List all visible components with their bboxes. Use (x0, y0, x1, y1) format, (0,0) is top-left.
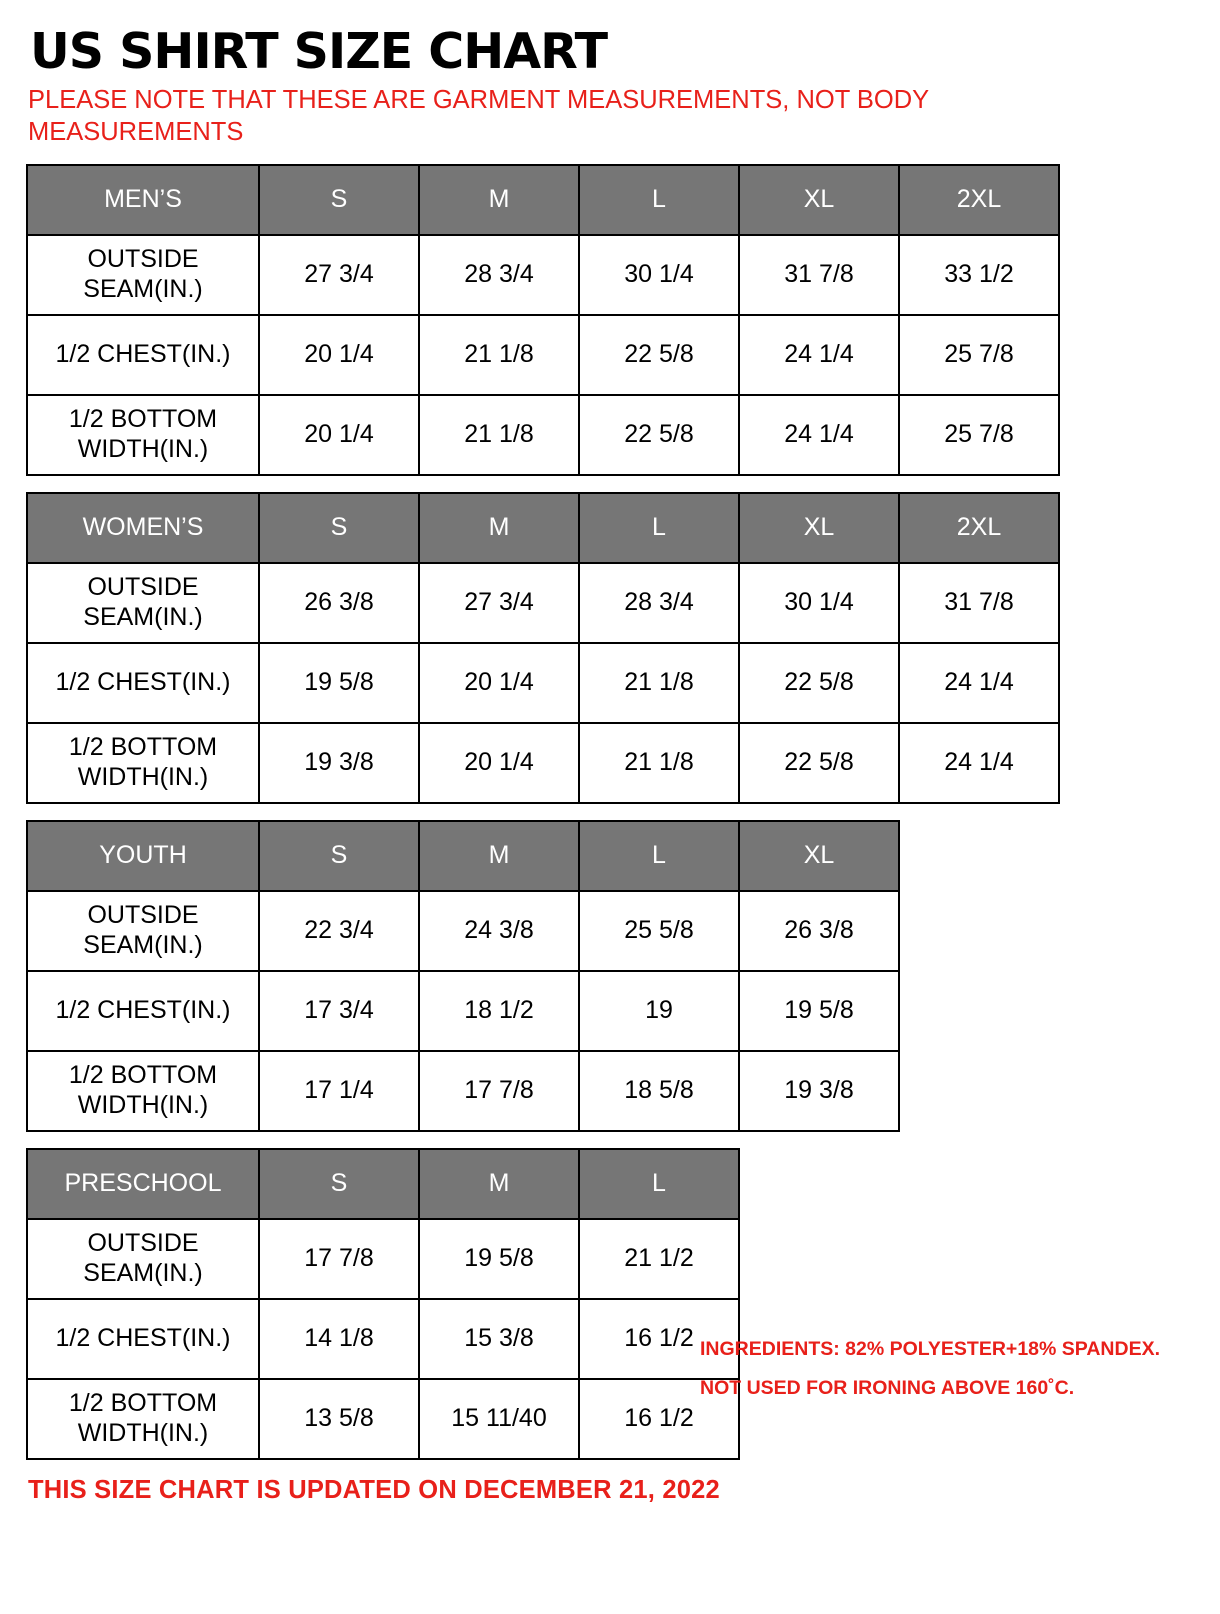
row-label: 1/2 BOTTOM WIDTH(IN.) (27, 1379, 259, 1459)
header-size-xl: XL (739, 821, 899, 891)
cell-value: 28 3/4 (579, 563, 739, 643)
cell-value: 28 3/4 (419, 235, 579, 315)
header-size-l: L (579, 1149, 739, 1219)
cell-value: 24 3/8 (419, 891, 579, 971)
table-row (27, 1299, 739, 1379)
table-header-row (27, 165, 1059, 235)
row-label: OUTSIDE SEAM(IN.) (27, 563, 259, 643)
table-row (27, 723, 1059, 803)
row-label: OUTSIDE SEAM(IN.) (27, 891, 259, 971)
cell-value: 22 5/8 (739, 723, 899, 803)
cell-value: 25 7/8 (899, 395, 1059, 475)
cell-value: 16 1/2 (579, 1299, 739, 1379)
row-label: 1/2 CHEST(IN.) (27, 643, 259, 723)
row-label: OUTSIDE SEAM(IN.) (27, 1219, 259, 1299)
cell-value: 24 1/4 (739, 395, 899, 475)
cell-value: 17 1/4 (259, 1051, 419, 1131)
cell-value: 15 3/8 (419, 1299, 579, 1379)
table-row (27, 1219, 739, 1299)
cell-value: 21 1/8 (419, 395, 579, 475)
table-row (27, 563, 1059, 643)
cell-value: 19 (579, 971, 739, 1051)
header-category: WOMEN’S (27, 493, 259, 563)
measurement-note: PLEASE NOTE THAT THESE ARE GARMENT MEASUREMENTS, NOT BODY MEASUREMENTS (28, 86, 929, 146)
row-label: 1/2 CHEST(IN.) (27, 971, 259, 1051)
row-label: 1/2 BOTTOM WIDTH(IN.) (27, 1051, 259, 1131)
cell-value: 18 1/2 (419, 971, 579, 1051)
cell-value: 14 1/8 (259, 1299, 419, 1379)
cell-value: 26 3/8 (739, 891, 899, 971)
header-size-m: M (419, 165, 579, 235)
table-row (27, 971, 899, 1051)
update-date-note: THIS SIZE CHART IS UPDATED ON DECEMBER 21, 2022 (28, 1475, 720, 1504)
row-label: 1/2 CHEST(IN.) (27, 315, 259, 395)
cell-value: 24 1/4 (899, 643, 1059, 723)
cell-value: 20 1/4 (419, 723, 579, 803)
row-label: OUTSIDE SEAM(IN.) (27, 235, 259, 315)
cell-value: 19 3/8 (259, 723, 419, 803)
header-size-s: S (259, 1149, 419, 1219)
header-size-l: L (579, 821, 739, 891)
cell-value: 31 7/8 (739, 235, 899, 315)
cell-value: 27 3/4 (419, 563, 579, 643)
header-size-2xl: 2XL (899, 165, 1059, 235)
ingredients-line-1: INGREDIENTS: 82% POLYESTER+18% SPANDEX. (700, 1338, 1161, 1360)
cell-value: 20 1/4 (259, 315, 419, 395)
cell-value: 33 1/2 (899, 235, 1059, 315)
table-row (27, 235, 1059, 315)
cell-value: 26 3/8 (259, 563, 419, 643)
cell-value: 21 1/8 (419, 315, 579, 395)
table-row (27, 395, 1059, 475)
page-title: US SHIRT SIZE CHART (30, 23, 608, 80)
header-size-xl: XL (739, 165, 899, 235)
cell-value: 22 3/4 (259, 891, 419, 971)
cell-value: 21 1/8 (579, 723, 739, 803)
row-label: 1/2 BOTTOM WIDTH(IN.) (27, 723, 259, 803)
cell-value: 22 5/8 (579, 395, 739, 475)
table-header-row (27, 1149, 739, 1219)
row-label: 1/2 CHEST(IN.) (27, 1299, 259, 1379)
cell-value: 30 1/4 (579, 235, 739, 315)
header-size-s: S (259, 165, 419, 235)
youth-size-table (26, 820, 900, 1132)
table-header-row (27, 821, 899, 891)
cell-value: 27 3/4 (259, 235, 419, 315)
cell-value: 24 1/4 (899, 723, 1059, 803)
mens-size-table (26, 164, 1060, 476)
cell-value: 30 1/4 (739, 563, 899, 643)
header-size-m: M (419, 1149, 579, 1219)
header-size-s: S (259, 821, 419, 891)
cell-value: 19 5/8 (259, 643, 419, 723)
table-row (27, 891, 899, 971)
table-row (27, 1379, 739, 1459)
cell-value: 24 1/4 (739, 315, 899, 395)
table-row (27, 643, 1059, 723)
table-header-row (27, 493, 1059, 563)
cell-value: 20 1/4 (419, 643, 579, 723)
cell-value: 17 7/8 (259, 1219, 419, 1299)
cell-value: 22 5/8 (739, 643, 899, 723)
ingredients-note (700, 1330, 1200, 1408)
cell-value: 19 5/8 (419, 1219, 579, 1299)
header-size-xl: XL (739, 493, 899, 563)
womens-size-table (26, 492, 1060, 804)
ingredients-line-2: NOT USED FOR IRONING ABOVE 160˚C. (700, 1377, 1075, 1399)
cell-value: 17 3/4 (259, 971, 419, 1051)
table-row (27, 315, 1059, 395)
row-label: 1/2 BOTTOM WIDTH(IN.) (27, 395, 259, 475)
cell-value: 21 1/2 (579, 1219, 739, 1299)
cell-value: 21 1/8 (579, 643, 739, 723)
cell-value: 17 7/8 (419, 1051, 579, 1131)
header-category: MEN’S (27, 165, 259, 235)
cell-value: 15 11/40 (419, 1379, 579, 1459)
preschool-size-table (26, 1148, 740, 1460)
cell-value: 18 5/8 (579, 1051, 739, 1131)
cell-value: 20 1/4 (259, 395, 419, 475)
cell-value: 13 5/8 (259, 1379, 419, 1459)
header-size-s: S (259, 493, 419, 563)
cell-value: 16 1/2 (579, 1379, 739, 1459)
header-size-m: M (419, 821, 579, 891)
header-category: PRESCHOOL (27, 1149, 259, 1219)
cell-value: 19 3/8 (739, 1051, 899, 1131)
cell-value: 22 5/8 (579, 315, 739, 395)
header-size-l: L (579, 493, 739, 563)
header-size-2xl: 2XL (899, 493, 1059, 563)
table-row (27, 1051, 899, 1131)
cell-value: 19 5/8 (739, 971, 899, 1051)
cell-value: 25 5/8 (579, 891, 739, 971)
cell-value: 25 7/8 (899, 315, 1059, 395)
cell-value: 31 7/8 (899, 563, 1059, 643)
header-category: YOUTH (27, 821, 259, 891)
header-size-l: L (579, 165, 739, 235)
header-size-m: M (419, 493, 579, 563)
